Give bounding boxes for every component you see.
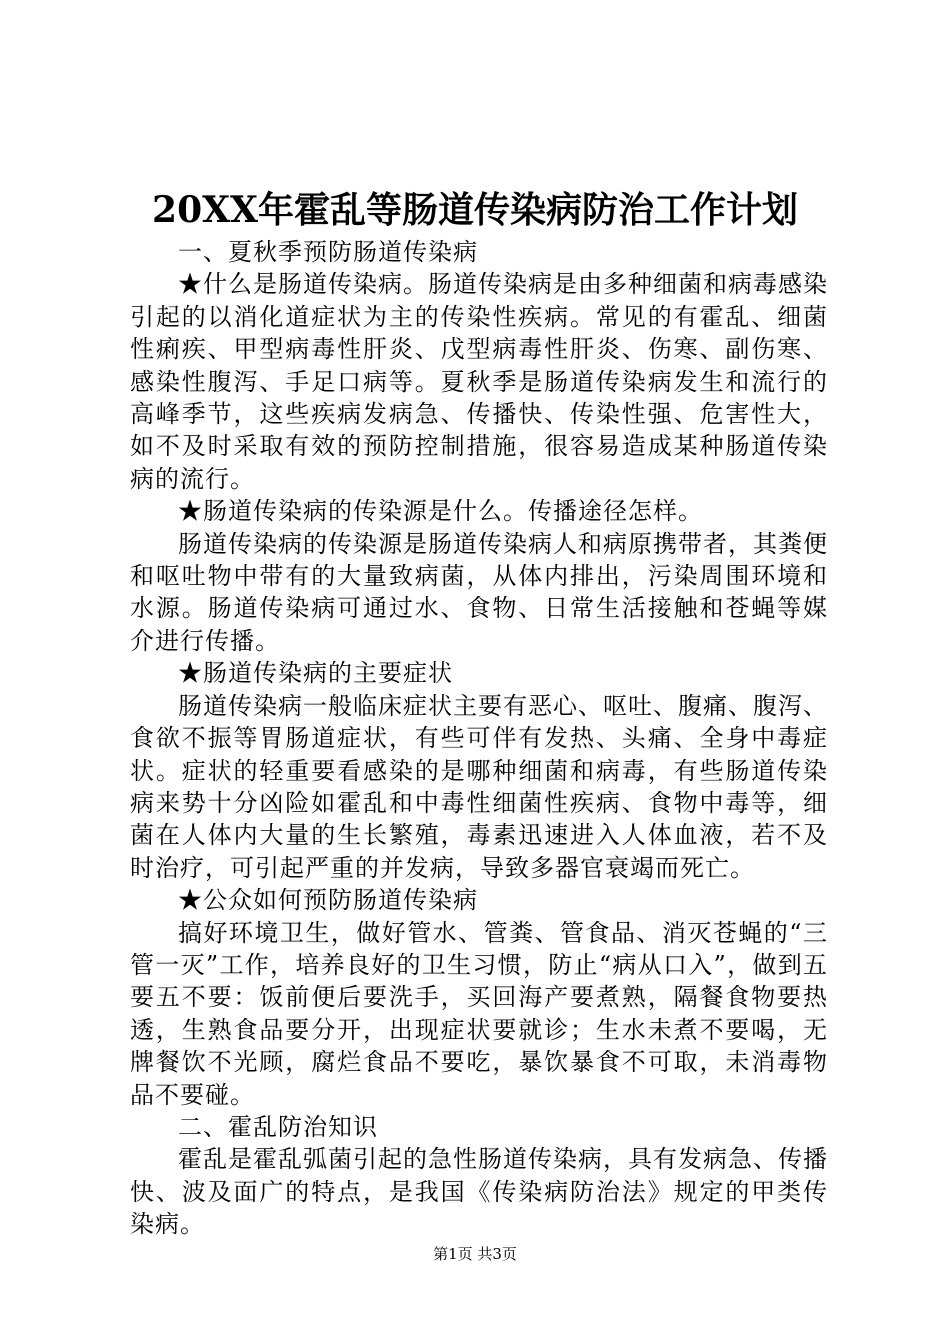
document-title: 20XX年霍乱等肠道传染病防治工作计划 <box>152 189 798 231</box>
paragraph-source: 肠道传染病的传染源是肠道传染病人和病原携带者，其粪便和呕吐物中带有的大量致病菌，从体内排出，污染周围环境和水源。肠道传染病可通过水、食物、日常生活接触和苍蝇等媒介进行传播。 <box>130 529 828 655</box>
section-heading-2: 二、霍乱防治知识 <box>178 1112 378 1141</box>
page-footer: 第1页 共3页 <box>433 1245 517 1263</box>
paragraph-symptoms: 肠道传染病一般临床症状主要有恶心、呕吐、腹痛、腹泻、食欲不振等胃肠道症状，有些可伴有发热、头痛、全身中毒症状。症状的轻重要看感染的是哪种细菌和病毒，有些肠道传染病来势十分凶险如霍乱和中毒性细菌性疾病、食物中毒等，细菌在人体内大量的生长繁殖，毒素迅速进入人体血液，若不及时治疗，可引起严重的并发病，导致多器官衰竭而死亡。 <box>130 691 828 882</box>
subheading-symptoms: ★肠道传染病的主要症状 <box>178 659 453 688</box>
subheading-source: ★肠道传染病的传染源是什么。传播途径怎样。 <box>178 497 703 526</box>
document-body <box>130 236 828 1241</box>
paragraph-cholera: 霍乱是霍乱弧菌引起的急性肠道传染病，具有发病急、传播快、波及面广的特点，是我国《传染病防治法》规定的甲类传染病。 <box>130 1145 828 1239</box>
subheading-prevention: ★公众如何预防肠道传染病 <box>178 886 478 915</box>
paragraph-prevention: 搞好环境卫生，做好管水、管粪、管食品、消灭苍蝇的“三管一灭”工作，培养良好的卫生习惯，防止“病从口入”，做到五要五不要：饭前便后要洗手，买回海产要煮熟，隔餐食物要热透，生熟食品要分开，出现症状要就诊；生水未煮不要喝，无牌餐饮不光顾，腐烂食品不要吃，暴饮暴食不可取，未消毒物品不要碰。 <box>130 918 828 1109</box>
section-heading-1: 一、夏秋季预防肠道传染病 <box>178 238 478 266</box>
paragraph-what-is: ★什么是肠道传染病。肠道传染病是由多种细菌和病毒感染引起的以消化道症状为主的传染性疾病。常见的有霍乱、细菌性痢疾、甲型病毒性肝炎、戊型病毒性肝炎、伤寒、副伤寒、感染性腹泻、手足口病等。夏秋季是肠道传染病发生和流行的高峰季节，这些疾病发病急、传播快、传染性强、危害性大，如不及时采取有效的预防控制措施，很容易造成某种肠道传染病的流行。 <box>130 270 828 493</box>
